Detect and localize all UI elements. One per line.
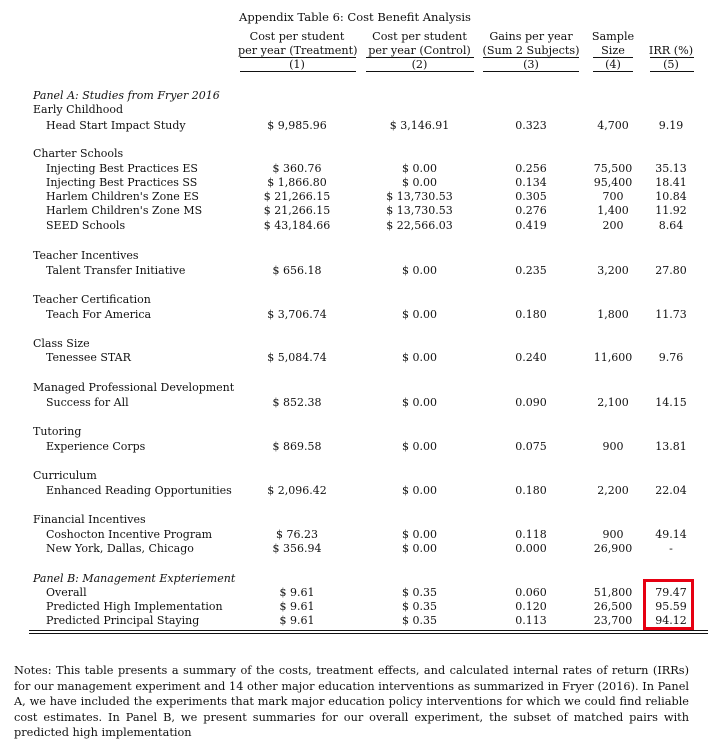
cell-c3: 0.118: [515, 528, 547, 541]
cell-c2: $ 0.00: [402, 542, 437, 555]
cell-c1: $ 43,184.66: [263, 219, 331, 232]
row-label: Harlem Children's Zone MS: [46, 204, 203, 217]
row-label: Harlem Children's Zone ES: [46, 190, 199, 203]
cell-c1: $ 3,706.74: [267, 308, 327, 321]
cell-c5: 11.73: [655, 308, 687, 321]
cell-c5: 11.92: [655, 204, 687, 217]
row-label: Predicted High Implementation: [46, 600, 223, 613]
col1-header-underline: [240, 57, 356, 58]
panel-a-label: Panel A: Studies from Fryer 2016: [33, 89, 220, 102]
col2-header-line2: per year (Control): [368, 44, 471, 57]
cell-c1: $ 2,096.42: [267, 484, 327, 497]
cell-c1: $ 5,084.74: [267, 351, 327, 364]
col4-header-line2: Size: [601, 44, 625, 57]
cell-c5: 49.14: [655, 528, 687, 541]
cell-c3: 0.180: [515, 484, 547, 497]
row-label: Overall: [46, 586, 87, 599]
table-bottom-rule: [29, 630, 708, 631]
cell-c2: $ 0.00: [402, 484, 437, 497]
cell-c3: 0.240: [515, 351, 547, 364]
group-title: Financial Incentives: [33, 513, 146, 526]
cell-c4: 900: [602, 440, 624, 453]
cell-c4: 700: [602, 190, 624, 203]
row-label: Tenessee STAR: [46, 351, 131, 364]
cell-c4: 75,500: [593, 162, 633, 175]
cell-c2: $ 0.35: [402, 600, 437, 613]
cell-c1: $ 9.61: [279, 600, 315, 613]
group-title: Managed Professional Development: [33, 381, 235, 394]
col1-header-num: (1): [289, 58, 305, 71]
col3-num-underline: [483, 71, 579, 72]
group-title: Charter Schools: [33, 147, 124, 160]
cell-c4: 11,600: [593, 351, 633, 364]
row-label: Teach For America: [46, 308, 152, 321]
cell-c2: $ 0.00: [402, 528, 437, 541]
group-title: Tutoring: [33, 425, 82, 438]
cell-c3: 0.113: [515, 614, 547, 627]
col4-header-num: (4): [605, 58, 621, 71]
row-label: Success for All: [46, 396, 129, 409]
cell-c1: $ 869.58: [272, 440, 322, 453]
group-title: Teacher Certification: [33, 293, 151, 306]
col5-header-line2: IRR (%): [648, 44, 694, 57]
cell-c5: 95.59: [655, 600, 687, 613]
group-title: Curriculum: [33, 469, 97, 482]
cell-c1: $ 1,866.80: [267, 176, 327, 189]
row-label: Talent Transfer Initiative: [46, 264, 186, 277]
row-label: Enhanced Reading Opportunities: [46, 484, 232, 497]
col4-num-underline: [593, 71, 633, 72]
col3-header-num: (3): [523, 58, 539, 71]
cell-c2: $ 0.00: [402, 440, 437, 453]
col5-header-num: (5): [663, 58, 679, 71]
cell-c3: 0.256: [515, 162, 547, 175]
cell-c4: 26,900: [593, 542, 633, 555]
row-label: Experience Corps: [46, 440, 146, 453]
cell-c2: $ 3,146.91: [389, 119, 450, 132]
row-label: Injecting Best Practices SS: [46, 176, 198, 189]
col2-header-line1: Cost per student: [372, 30, 467, 43]
cell-c4: 26,500: [593, 600, 633, 613]
group-title: Class Size: [33, 337, 90, 350]
cell-c2: $ 0.00: [402, 351, 437, 364]
cell-c2: $ 0.35: [402, 586, 437, 599]
irr-highlight-box: [643, 579, 694, 630]
cell-c3: 0.134: [515, 176, 547, 189]
col2-header-underline: [366, 57, 474, 58]
col2-header-num: (2): [411, 58, 428, 71]
cell-c3: 0.180: [515, 308, 547, 321]
panel-b-label: Panel B: Management Expteriement: [33, 572, 236, 585]
cell-c4: 95,400: [593, 176, 633, 189]
cell-c5: 22.04: [655, 484, 687, 497]
cell-c3: 0.419: [515, 219, 547, 232]
cell-c4: 2,200: [597, 484, 629, 497]
cell-c1: $ 9.61: [279, 614, 315, 627]
cell-c2: $ 0.00: [402, 308, 437, 321]
col1-num-underline: [240, 71, 356, 72]
cell-c2: $ 13,730.53: [386, 190, 453, 203]
cell-c3: 0.120: [515, 600, 547, 613]
table-bottom-rule-second: [29, 633, 708, 634]
cell-c2: $ 0.35: [402, 614, 437, 627]
cell-c3: 0.090: [515, 396, 547, 409]
col2-num-underline: [366, 71, 474, 72]
cell-c3: 0.305: [515, 190, 547, 203]
cell-c5: 94.12: [655, 614, 687, 627]
col5-num-underline: [650, 71, 694, 72]
cell-c1: $ 76.23: [276, 528, 318, 541]
cell-c5: 9.19: [658, 119, 684, 132]
cell-c5: 9.76: [658, 351, 684, 364]
cell-c5: 27.80: [655, 264, 687, 277]
cell-c5: 35.13: [655, 162, 687, 175]
cell-c1: $ 356.94: [272, 542, 322, 555]
cell-c5: 8.64: [658, 219, 684, 232]
cell-c2: $ 0.00: [402, 396, 437, 409]
cell-c2: $ 13,730.53: [386, 204, 453, 217]
cell-c1: $ 9,985.96: [267, 119, 327, 132]
cell-c5: 13.81: [655, 440, 687, 453]
row-label: Coshocton Incentive Program: [46, 528, 213, 541]
cell-c4: 3,200: [597, 264, 629, 277]
cell-c3: 0.000: [515, 542, 547, 555]
cell-c2: $ 0.00: [402, 176, 437, 189]
col4-header-underline: [593, 57, 633, 58]
col3-header-line2: (Sum 2 Subjects): [482, 44, 580, 57]
cell-c3: 0.323: [515, 119, 547, 132]
cell-c3: 0.060: [515, 586, 547, 599]
cell-c4: 2,100: [597, 396, 629, 409]
group-title: Teacher Incentives: [33, 249, 139, 262]
col4-header-line1: Sample: [591, 30, 635, 43]
cell-c5: 10.84: [655, 190, 687, 203]
cell-c5: 18.41: [655, 176, 687, 189]
cell-c1: $ 852.38: [272, 396, 322, 409]
cell-c1: $ 21,266.15: [263, 190, 331, 203]
row-label: New York, Dallas, Chicago: [46, 542, 194, 555]
cell-c4: 200: [602, 219, 624, 232]
table-title: Appendix Table 6: Cost Benefit Analysis: [239, 10, 471, 24]
row-label: Injecting Best Practices ES: [46, 162, 198, 175]
col3-header-underline: [483, 57, 579, 58]
cell-c4: 51,800: [593, 586, 633, 599]
table-notes: Notes: This table presents a summary of the costs, treatment effects, and calculated internal rates of return (IRRs) for our management experiment and 14 other major education interventions as summarized in Fryer (2016). In Panel A, we have included the experiments that mark major education policy interventions for which we could find reliable cost estimates. In Panel B, we present summaries for our overall experiment, the subset of matched pairs with predicted high implementation: [14, 664, 689, 739]
col3-header-line1: Gains per year: [489, 30, 573, 43]
cell-c4: 23,700: [593, 614, 633, 627]
cell-c1: $ 9.61: [279, 586, 315, 599]
row-label: Predicted Principal Staying: [46, 614, 200, 627]
cell-c3: 0.075: [515, 440, 547, 453]
cell-c5: 79.47: [655, 586, 687, 599]
cell-c4: 900: [602, 528, 624, 541]
col1-header-line1: Cost per student: [249, 30, 345, 43]
cell-c4: 1,800: [597, 308, 629, 321]
cell-c4: 4,700: [597, 119, 629, 132]
cell-c5: 14.15: [655, 396, 687, 409]
col5-header-underline: [650, 57, 694, 58]
col1-header-line2: per year (Treatment): [238, 44, 358, 57]
cell-c1: $ 656.18: [272, 264, 322, 277]
cell-c3: 0.235: [515, 264, 547, 277]
group-title: Early Childhood: [33, 103, 124, 116]
cell-c5: -: [669, 542, 673, 555]
cell-c3: 0.276: [515, 204, 547, 217]
cell-c2: $ 0.00: [402, 162, 437, 175]
cell-c1: $ 21,266.15: [263, 204, 331, 217]
cell-c1: $ 360.76: [272, 162, 322, 175]
cell-c4: 1,400: [597, 204, 629, 217]
cell-c2: $ 0.00: [402, 264, 437, 277]
row-label: SEED Schools: [46, 219, 126, 232]
row-label: Head Start Impact Study: [46, 119, 186, 132]
cell-c2: $ 22,566.03: [386, 219, 453, 232]
